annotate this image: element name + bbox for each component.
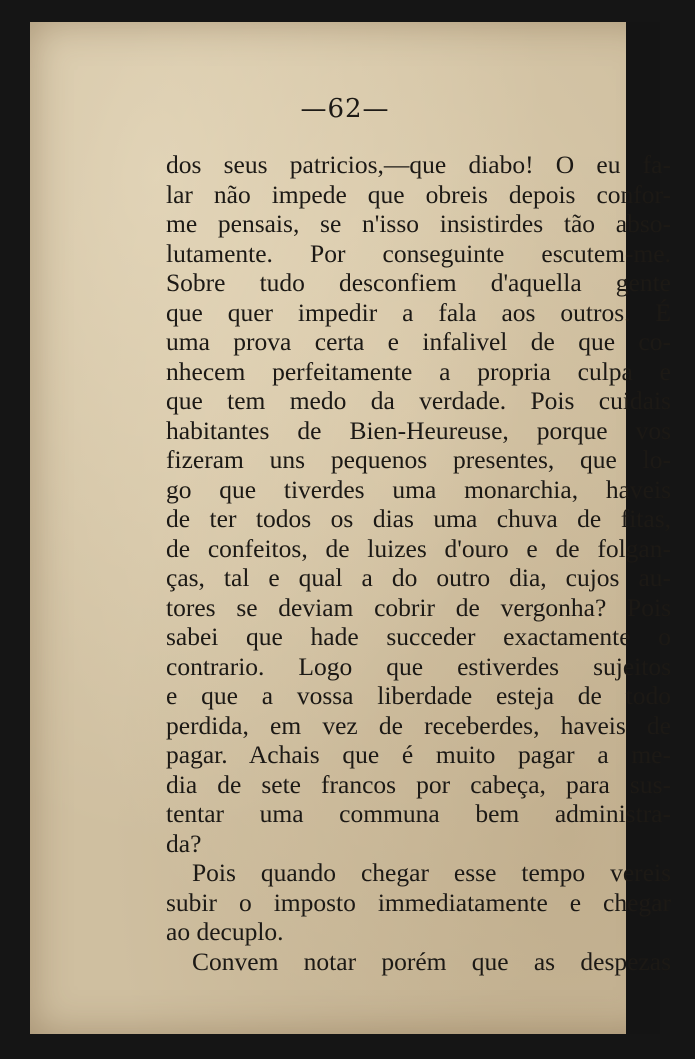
text-line: ao decuplo. — [166, 917, 284, 946]
text-line: go que tiverdes uma monarchia, haveis — [166, 474, 671, 504]
text-line: lar não impede que obreis depois confor- — [166, 179, 671, 209]
text-line: habitantes de Bien-Heureuse, porque vos — [166, 415, 671, 445]
text-line: fizeram uns pequenos presentes, que lo- — [166, 445, 671, 474]
text-line: Pois quando chegar esse tempo vereis — [192, 858, 671, 887]
text-line: lutamente. Por conseguinte escutem-me. — [166, 238, 671, 268]
text-line: contrario. Logo que estiverdes sujeitos — [166, 651, 671, 681]
text-line: da? — [166, 828, 202, 858]
book-page — [30, 22, 671, 1034]
text-line: que tem medo da verdade. Pois cuidais — [166, 386, 671, 415]
text-line: de ter todos os dias uma chuva de fitas, — [166, 504, 671, 533]
text-line: tentar uma communa bem administra- — [166, 799, 671, 828]
text-line: ças, tal e qual a do outro dia, cujos au- — [166, 563, 671, 592]
text-line: sabei que hade succeder exactamente o — [166, 622, 671, 651]
text-line: uma prova certa e infalivel de que co- — [166, 327, 671, 356]
text-line: de confeitos, de luizes d'ouro e de folgan- — [166, 533, 671, 563]
page-number: —62— — [300, 94, 390, 124]
text-line: Convem notar porém que as despezas — [192, 946, 671, 976]
text-line: nhecem perfeitamente a propria culpa e — [166, 356, 671, 386]
text-line: que quer impedir a fala aos outros. É — [166, 297, 671, 327]
text-line: perdida, em vez de receberdes, haveis de — [166, 710, 671, 740]
text-line: me pensais, se n'isso insistirdes tão abso- — [166, 209, 671, 238]
text-line: dia de sete francos por cabeça, para sus- — [166, 769, 671, 799]
text-line: pagar. Achais que é muito pagar a me- — [166, 740, 671, 769]
text-line: e que a vossa liberdade esteja de todo — [166, 681, 671, 710]
text-line: dos seus patricios,—que diabo! O eu fa- — [166, 150, 671, 179]
text-line: Sobre tudo desconfiem d'aquella gente — [166, 268, 671, 297]
body-text — [166, 150, 671, 976]
text-line: tores se deviam cobrir de vergonha? Pois — [166, 592, 671, 622]
text-line: subir o imposto immediatamente e chegar — [166, 887, 671, 917]
